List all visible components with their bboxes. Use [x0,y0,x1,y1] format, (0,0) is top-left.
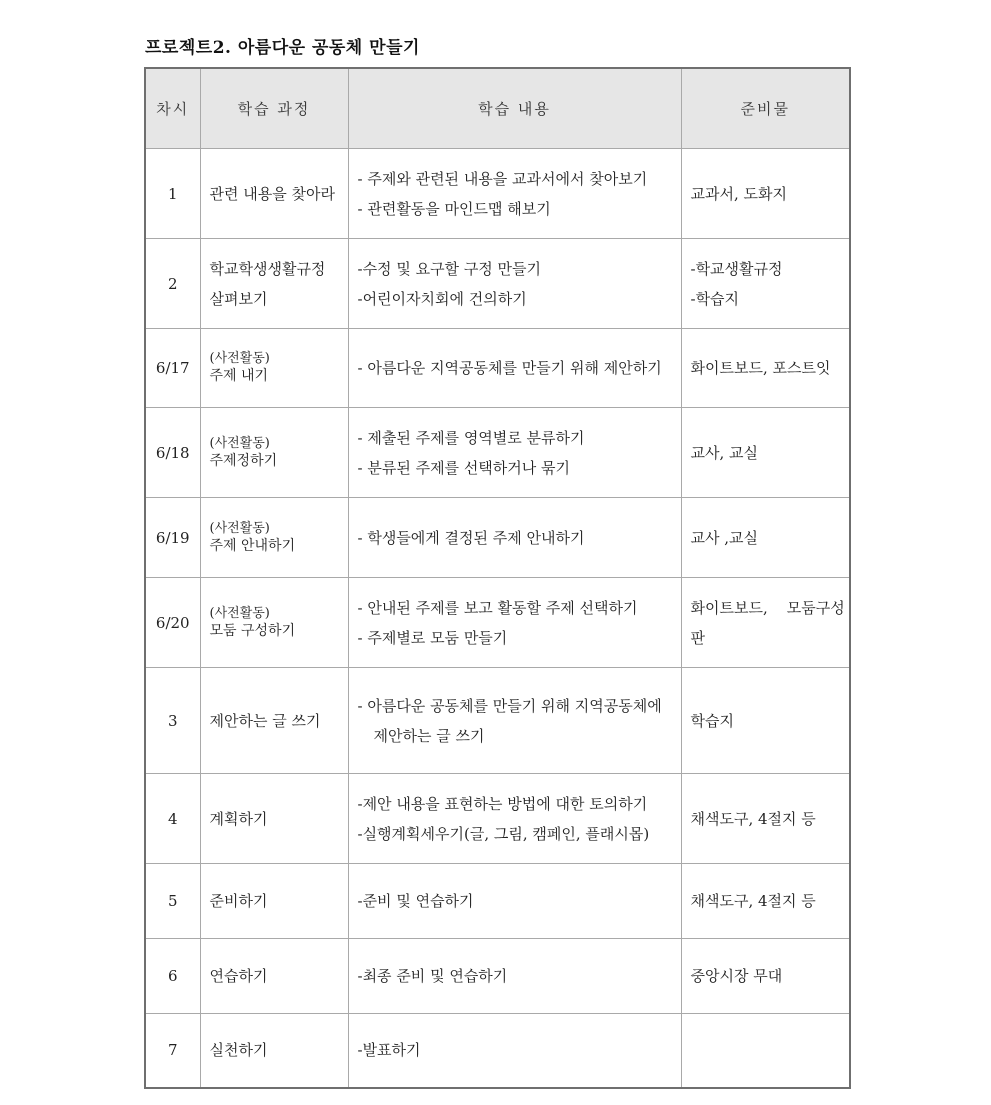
materials-cell [681,408,850,498]
process-cell [200,408,348,498]
content-line: -수정 및 요구할 구정 만들기 [357,259,542,278]
content-cell [348,329,681,408]
process-cell [200,578,348,668]
table-row [145,498,850,578]
session-cell: 2 [145,239,200,329]
materials-line: 화이트보드, 포스트잇 [690,359,831,377]
process-cell: 실천하기 [200,1014,348,1088]
content-line: - 주제와 관련된 내용을 교과서에서 찾아보기 [357,169,648,188]
materials-line: 중앙시장 무대 [690,967,783,985]
session-cell: 6 [145,939,200,1014]
content-cell [348,668,681,774]
process-line: 주제 내기 [209,368,269,384]
content-cell [348,774,681,864]
materials-cell [681,578,850,668]
content-line: - 아름다운 지역공동체를 만들기 위해 제안하기 [357,359,662,377]
content-cell [348,498,681,578]
header-materials: 준비물 [681,68,850,149]
materials-line: 교과서, 도화지 [690,184,787,203]
session-cell: 4 [145,774,200,864]
session-cell: 3 [145,668,200,774]
materials-line: 판 [690,628,705,647]
session-cell: 6/18 [145,408,200,498]
pre-activity-note: (사전활동) [209,520,270,536]
content-line: - 학생들에게 결정된 주제 안내하기 [357,528,585,547]
materials-line: 채색도구, 4절지 등 [690,892,816,910]
content-cell [348,149,681,239]
process-cell: 준비하기 [200,864,348,939]
materials-line: 채색도구, 4절지 등 [690,809,816,828]
content-line: -최종 준비 및 연습하기 [357,967,508,985]
content-cell [348,939,681,1014]
table-row [145,578,850,668]
table-row [145,864,850,939]
materials-cell [681,864,850,939]
materials-line: 교사, 교실 [690,443,758,462]
process-cell: 연습하기 [200,939,348,1014]
table-row [145,774,850,864]
content-line: -제안 내용을 표현하는 방법에 대한 토의하기 [357,794,648,813]
pre-activity-note: (사전활동) [209,351,270,366]
session-cell: 6/20 [145,578,200,668]
session-cell: 1 [145,149,200,239]
header-process: 학습 과정 [200,68,348,149]
content-line: - 관련활동을 마인드맵 해보기 [357,199,551,218]
content-line: 제안하는 글 쓰기 [373,726,485,745]
materials-cell [681,239,850,329]
content-cell [348,239,681,329]
materials-cell [681,149,850,239]
session-cell: 6/17 [145,329,200,408]
content-cell [348,1014,681,1088]
process-cell [200,329,348,408]
content-line: - 제출된 주제를 영역별로 분류하기 [357,428,585,447]
materials-cell [681,939,850,1014]
materials-cell [681,774,850,864]
header-content: 학습 내용 [348,68,681,149]
lesson-plan-table [144,67,851,1089]
content-line: -준비 및 연습하기 [357,892,474,910]
content-cell [348,864,681,939]
table-row [145,668,850,774]
pre-activity-note: (사전활동) [209,605,270,621]
content-line: - 주제별로 모둠 만들기 [357,628,508,647]
table-row [145,149,850,239]
header-session: 차시 [145,68,200,149]
content-line: -실행계획세우기(글, 그림, 캠페인, 플래시몹) [357,824,650,843]
process-cell: 제안하는 글 쓰기 [200,668,348,774]
table-row [145,408,850,498]
session-cell: 6/19 [145,498,200,578]
table-row [145,1014,850,1088]
content-cell [348,408,681,498]
process-line: 모둠 구성하기 [209,622,296,639]
materials-cell [681,498,850,578]
process-line: 학교학생생활규정 [209,259,326,278]
process-cell: 계획하기 [200,774,348,864]
content-line: -어린이자치회에 건의하기 [357,289,527,308]
document-title: 프로젝트2. 아름다운 공동체 만들기 [145,38,420,58]
materials-line: -학습지 [690,289,740,308]
materials-line: -학교생활규정 [690,259,783,278]
materials-line: 학습지 [690,711,734,730]
materials-cell [681,668,850,774]
process-cell [200,498,348,578]
process-cell: 관련 내용을 찾아라 [200,149,348,239]
process-cell [200,239,348,329]
content-line: - 아름다운 공동체를 만들기 위해 지역공동체에 [357,696,662,715]
pre-activity-note: (사전활동) [209,435,270,451]
table-row [145,939,850,1014]
process-line: 주제정하기 [209,452,278,469]
materials-line: 교사 ,교실 [690,528,758,547]
process-line: 살펴보기 [209,289,268,308]
content-cell [348,578,681,668]
table-header-row [145,68,850,149]
session-cell: 5 [145,864,200,939]
session-cell: 7 [145,1014,200,1088]
content-line: -발표하기 [357,1041,421,1060]
table-row [145,239,850,329]
materials-line: 화이트보드, 모둠구성 [690,598,845,617]
content-line: - 분류된 주제를 선택하거나 묶기 [357,458,571,477]
process-line: 주제 안내하기 [209,537,296,554]
materials-cell [681,1014,850,1088]
table-row [145,329,850,408]
materials-cell [681,329,850,408]
content-line: - 안내된 주제를 보고 활동할 주제 선택하기 [357,598,638,617]
